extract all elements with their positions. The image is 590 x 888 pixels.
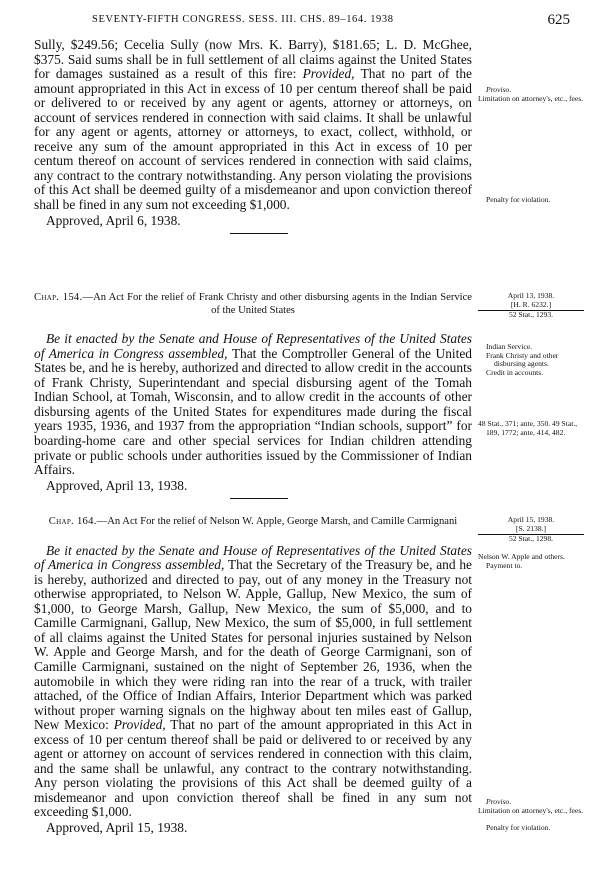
margin-ch154-statute-ref: 48 Stat., 371; ante, 350. 49 Stat., 189, 1772; ante, 414, 482. bbox=[478, 419, 578, 437]
enacting-clause: Be it enacted by the Senate and House of Representatives of the United States of America in Congress assembled, bbox=[34, 331, 472, 361]
chapter-164 bbox=[34, 516, 472, 836]
approved-line: Approved, April 13, 1938. bbox=[46, 477, 188, 493]
proviso-word: Provided, bbox=[113, 717, 166, 733]
section-divider bbox=[230, 498, 288, 499]
margin-note-penalty: Penalty for violation. bbox=[486, 195, 551, 204]
approved-line: Approved, April 6, 1938. bbox=[46, 212, 181, 228]
section-divider bbox=[230, 233, 288, 234]
margin-ch164-notes: Nelson W. Apple and others. Payment to. bbox=[478, 552, 565, 570]
section-previous-act bbox=[34, 38, 472, 234]
chapter-154 bbox=[34, 292, 472, 499]
enacting-clause: Be it enacted by the Senate and House of Representatives of the United States of America in Congress assembled, bbox=[34, 542, 472, 573]
proviso-word: Provided, bbox=[302, 66, 355, 82]
chapter-154-text: Be it enacted by the Senate and House of Representatives of the United States of America in Congress assembled, That the Comptroller General of the United States be, and he is hereby, authorized and directed to allow credit in the accounts of Frank Christy, Superintendant and special disbursing agent of the Tomah Indian School, at Tomah, Wisconsin, and to allow credit in the accounts of other disbursing agents of the United States for expenditures made during the fiscal years 1935, 1936, and 1937 from the appropriation “Indian schools, support” for boarding-home care and other special services for Indian children attending private or public schools under authorities issued by the Commissioner of Indian Affairs. bbox=[34, 331, 472, 478]
margin-ch164-citation: April 15, 1938. [S. 2138.] 52 Stat., 1298. bbox=[478, 516, 584, 544]
running-head: SEVENTY-FIFTH CONGRESS. SESS. III. CHS. 89–164. 1938 bbox=[92, 14, 394, 25]
margin-ch154-notes: Indian Service. Frank Christy and other disbursing agents. Credit in accounts. bbox=[486, 342, 559, 377]
margin-note-proviso-2: Proviso. Limitation on attorney's, etc., fees. bbox=[478, 797, 584, 815]
margin-ch154-citation: April 13, 1938. [H. R. 6232.] 52 Stat., 1293. bbox=[478, 292, 584, 320]
margin-note-proviso: Proviso. Limitation on attorney's, etc., fees. bbox=[478, 85, 584, 103]
approved-line: Approved, April 15, 1938. bbox=[46, 819, 188, 835]
previous-act-text: Sully, $249.56; Cecelia Sully (now Mrs. K. Barry), $181.65; L. D. McGhee, $375. Said sums shall be in full settlement of all claims against the United States for damages sustained as a result of this fire: Provided, That no part of the amount appropriated in this Act in excess of 10 per centum thereof shall be paid or delivered to or received by any agent or agents, attorney or attorneys, on account of services rendered in connection with said claims. It shall be unlawful for any agent or agents, attorney or attorneys, to exact, collect, withhold, or receive any sum of the amount appropriated in this Act in excess of 10 per centum thereof on account of services rendered in connection with said claims, any contract to the contrary notwithstanding. Any person violating the provisions of this Act shall be deemed guilty of a misdemeanor and upon conviction thereof shall be fined in any sum not exceeding $1,000. bbox=[34, 37, 472, 213]
chapter-heading: Chap. 154.—An Act For the relief of Frank Christy and other disbursing agents in the Indian Service of the United States bbox=[34, 292, 472, 316]
page-number: 625 bbox=[547, 12, 570, 28]
running-header bbox=[40, 14, 570, 30]
chapter-164-text: Be it enacted by the Senate and House of Representatives of the United States of America in Congress assembled, That the Secretary of the Treasury be, and he is hereby, authorized and directed to pay, out of any money in the Treasury not otherwise appropriated, to Nelson W. Apple, Gallup, New Mexico, the sum of $1,000, to George Marsh, Gallup, New Mexico, the sum of $5,000, and to Camille Carmignani, Gallup, New Mexico, the sum of $5,000, in full settlement of all claims against the United States for personal injuries sustained by Nelson W. Apple and George Marsh, and for the death of George Carmignani, son of Camille Carmignani, sustained on the night of September 26, 1936, when the automobile in which they were riding ran into the rear of a truck, with trailer attached, of the Office of Indian Affairs, Interior Department which was parked without proper warning signals on the highway about ten miles east of Gallup, New Mexico: Provided, That no part of the amount appropriated in this Act in excess of 10 per centum thereof shall be paid or delivered to or received by any agent or attorney on account of services rendered in connection with this claim, and the same shall be unlawful, any contract to the contrary notwithstanding. Any person violating the provisions of this Act shall be deemed guilty of a misdemeanor and upon conviction thereof shall be fined in any sum not exceeding $1,000. bbox=[34, 542, 472, 820]
chapter-heading: Chap. 164.—An Act For the relief of Nelson W. Apple, George Marsh, and Camille Carmignani bbox=[48, 516, 458, 527]
margin-note-penalty-2: Penalty for violation. bbox=[486, 823, 551, 832]
